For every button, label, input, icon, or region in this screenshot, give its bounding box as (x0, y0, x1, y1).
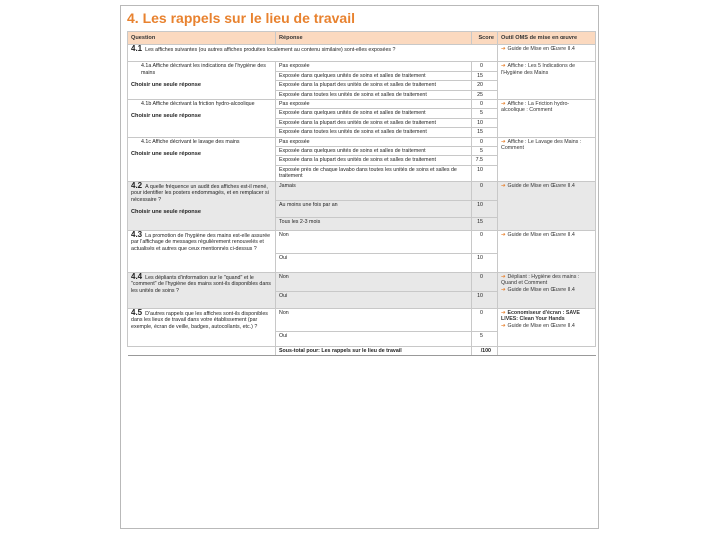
option-radio[interactable]: Exposée dans quelques unités de soins et salles de traitement (276, 71, 472, 80)
option-radio[interactable]: Exposée dans toutes les unités de soins et salles de traitement (276, 90, 472, 99)
arrow-icon: ➔ (501, 63, 506, 70)
option-radio[interactable]: Oui (276, 253, 472, 272)
table-row: Oui 10 (128, 291, 596, 308)
option-radio[interactable]: Exposée dans toutes les unités de soins et salles de traitement (276, 128, 472, 137)
q41a-choose: Choisir une seule réponse (131, 82, 201, 89)
arrow-icon: ➔ (501, 273, 506, 280)
arrow-icon: ➔ (501, 309, 506, 316)
header-question: Question (128, 32, 276, 45)
subtotal-row (128, 346, 596, 355)
option-radio[interactable]: Pas exposée (276, 100, 472, 109)
table-row: Oui 10 (128, 253, 596, 272)
q42-tool: Guide de Mise en Œuvre II.4 (507, 182, 575, 189)
option-radio[interactable]: Non (276, 308, 472, 331)
option-radio[interactable]: Pas exposée (276, 137, 472, 146)
subtotal-total: /100 (472, 346, 498, 355)
arrow-icon: ➔ (501, 286, 506, 293)
table-row: 4.1b Affiche décrivant la friction hydro-alcoolique Choisir une seule réponse Pas exposée 0 ➔ Affiche : La Friction hydro-alcoolique : Comment (128, 100, 596, 109)
table-row: 4.3 La promotion de l'hygiène des mains est-elle assurée par l'affichage de messages régulièrement renouvelés et actualisés et autres que ceux mentionnés ci-dessus ? Non 0 ➔ Guide de Mise en Œuvre II.4 (128, 230, 596, 253)
q45-number: 4.5 (131, 308, 143, 317)
q41b-text: 4.1b Affiche décrivant la friction hydro-alcoolique (141, 101, 255, 108)
table-row: 4.1c Affiche décrivant le lavage des mains Choisir une seule réponse Pas exposée 0 ➔ Affiche : Le Lavage des Mains : Comment (128, 137, 596, 146)
q41c-choose: Choisir une seule réponse (131, 151, 201, 158)
q44-tool-1: Dépliant : Hygiène des mains : Quand et Comment (501, 273, 580, 287)
option-radio[interactable]: Exposée dans la plupart des unités de soins et salles de traitement (276, 118, 472, 127)
questionnaire-table (127, 31, 596, 356)
arrow-icon: ➔ (501, 231, 506, 238)
option-radio[interactable]: Tous les 2-3 mois (276, 217, 472, 230)
header-tool: Outil OMS de mise en œuvre (498, 32, 596, 45)
table-row: Exposée près de chaque lavabo dans toutes les unités de soins et salles de traitement 10 (128, 165, 596, 181)
header-response: Réponse (276, 32, 472, 45)
table-row: Exposée dans quelques unités de soins et salles de traitement 15 (128, 71, 596, 80)
q44-tool-2: Guide de Mise en Œuvre II.4 (507, 286, 575, 293)
q43-number: 4.3 (131, 230, 143, 239)
subtotal-label: Sous-total pour: Les rappels sur le lieu de travail (276, 346, 472, 355)
arrow-icon: ➔ (501, 46, 506, 53)
q45-tool-2: Guide de Mise en Œuvre II.4 (507, 322, 575, 329)
worksheet (120, 5, 599, 529)
q41-number: 4.1 (131, 44, 143, 54)
table-row: Au moins une fois par an 10 (128, 200, 596, 217)
q43-tool: Guide de Mise en Œuvre II.4 (507, 231, 575, 238)
q42-text: A quelle fréquence un audit des affiches est-il mené, pour identifier les posters endommagés, et en remplacer si nécessaire ? (131, 183, 269, 203)
q41-intro-row (128, 45, 596, 62)
q41c-text: 4.1c Affiche décrivant le lavage des mains (141, 138, 240, 145)
option-radio[interactable]: Exposée dans quelques unités de soins et salles de traitement (276, 147, 472, 156)
table-row: 4.4 Les dépliants d'information sur le "quand" et le "comment" de l'hygiène des mains sont-ils disponibles dans les unités de soins ? Non 0 ➔ Dépliant : Hygiène des mains : Quand et Comment ➔ Guide de Mise en Œuvre II.4 (128, 272, 596, 291)
option-radio[interactable]: Exposée dans quelques unités de soins et salles de traitement (276, 109, 472, 118)
q41a-text: 4.1a Affiche décrivant les indications de l'hygiène des mains (141, 63, 266, 76)
q41b-choose: Choisir une seule réponse (131, 113, 201, 120)
q41-tool: Guide de Mise en Œuvre II.4 (507, 46, 575, 53)
option-radio[interactable]: Jamais (276, 181, 472, 200)
arrow-icon: ➔ (501, 138, 506, 145)
table-row: Exposée dans quelques unités de soins et salles de traitement 5 (128, 147, 596, 156)
option-radio[interactable]: Oui (276, 331, 472, 346)
q42-choose: Choisir une seule réponse (131, 208, 201, 215)
q41-text: Les affiches suivantes (ou autres affiches produites localement au contenu similaire) sont-elles exposées ? (145, 47, 396, 54)
arrow-icon: ➔ (501, 182, 506, 189)
q41a-tool: Affiche : Les 5 Indications de l'Hygiène des Mains (501, 63, 576, 76)
option-radio[interactable]: Exposée dans la plupart des unités de soins et salles de traitement (276, 81, 472, 90)
table-row: Exposée dans toutes les unités de soins et salles de traitement 15 (128, 128, 596, 137)
table-row: Exposée dans la plupart des unités de soins et salles de traitement 20 (128, 81, 596, 90)
option-radio[interactable]: Pas exposée (276, 62, 472, 71)
table-row: 4.2 A quelle fréquence un audit des affiches est-il mené, pour identifier les posters endommagés, et en remplacer si nécessaire ? Choisir une seule réponse Jamais 0 ➔ Guide de Mise en Œuvre II.4 (128, 181, 596, 200)
option-radio[interactable]: Non (276, 272, 472, 291)
table-row: Tous les 2-3 mois 15 (128, 217, 596, 230)
table-row: Exposée dans la plupart des unités de soins et salles de traitement 7.5 (128, 156, 596, 165)
q44-text: Les dépliants d'information sur le "quand" et le "comment" de l'hygiène des mains sont-ils disponibles dans les unités de soins ? (131, 274, 271, 294)
option-radio[interactable]: Oui (276, 291, 472, 308)
header-row (128, 32, 596, 45)
q44-number: 4.4 (131, 272, 143, 281)
option-radio[interactable]: Exposée dans la plupart des unités de soins et salles de traitement (276, 156, 472, 165)
q43-text: La promotion de l'hygiène des mains est-elle assurée par l'affichage de messages régulièrement renouvelés et actualisés et autres que ceux mentionnés ci-dessus ? (131, 232, 271, 252)
option-radio[interactable]: Exposée près de chaque lavabo dans toutes les unités de soins et salles de traitement (276, 165, 472, 181)
q41c-tool: Affiche : Le Lavage des Mains : Comment (501, 138, 582, 152)
option-radio[interactable]: Au moins une fois par an (276, 200, 472, 217)
q45-text: D'autres rappels que les affiches sont-ils disponibles dans les lieux de travail dans votre établissement (par exemple, écran de veille, badges, autocollants, etc.) ? (131, 310, 268, 330)
arrow-icon: ➔ (501, 322, 506, 329)
table-row: 4.5 D'autres rappels que les affiches sont-ils disponibles dans les lieux de travail dans votre établissement (par exemple, écran de veille, badges, autocollants, etc.) ? Non 0 ➔ Economiseur d'écran : SAVE LIVES: Clean Your Hands ➔ Guide de Mise en Œuvre II.4 (128, 308, 596, 331)
q45-tool-1: Economiseur d'écran : SAVE LIVES: Clean Your Hands (501, 309, 580, 323)
table-row: Exposée dans toutes les unités de soins et salles de traitement 25 (128, 90, 596, 99)
header-score: Score (472, 32, 498, 45)
arrow-icon: ➔ (501, 101, 506, 108)
section-title: 4. Les rappels sur le lieu de travail (127, 10, 355, 26)
table-row: Exposée dans la plupart des unités de soins et salles de traitement 10 (128, 118, 596, 127)
option-radio[interactable]: Non (276, 230, 472, 253)
q41b-tool: Affiche : La Friction hydro-alcoolique : Comment (501, 101, 570, 114)
table-row: Exposée dans quelques unités de soins et salles de traitement 5 (128, 109, 596, 118)
table-row: 4.1a Affiche décrivant les indications de l'hygiène des mains Choisir une seule réponse Pas exposée 0 ➔ Affiche : Les 5 Indications de l'Hygiène des Mains (128, 62, 596, 71)
q42-number: 4.2 (131, 181, 143, 190)
table-row: Oui 5 (128, 331, 596, 346)
